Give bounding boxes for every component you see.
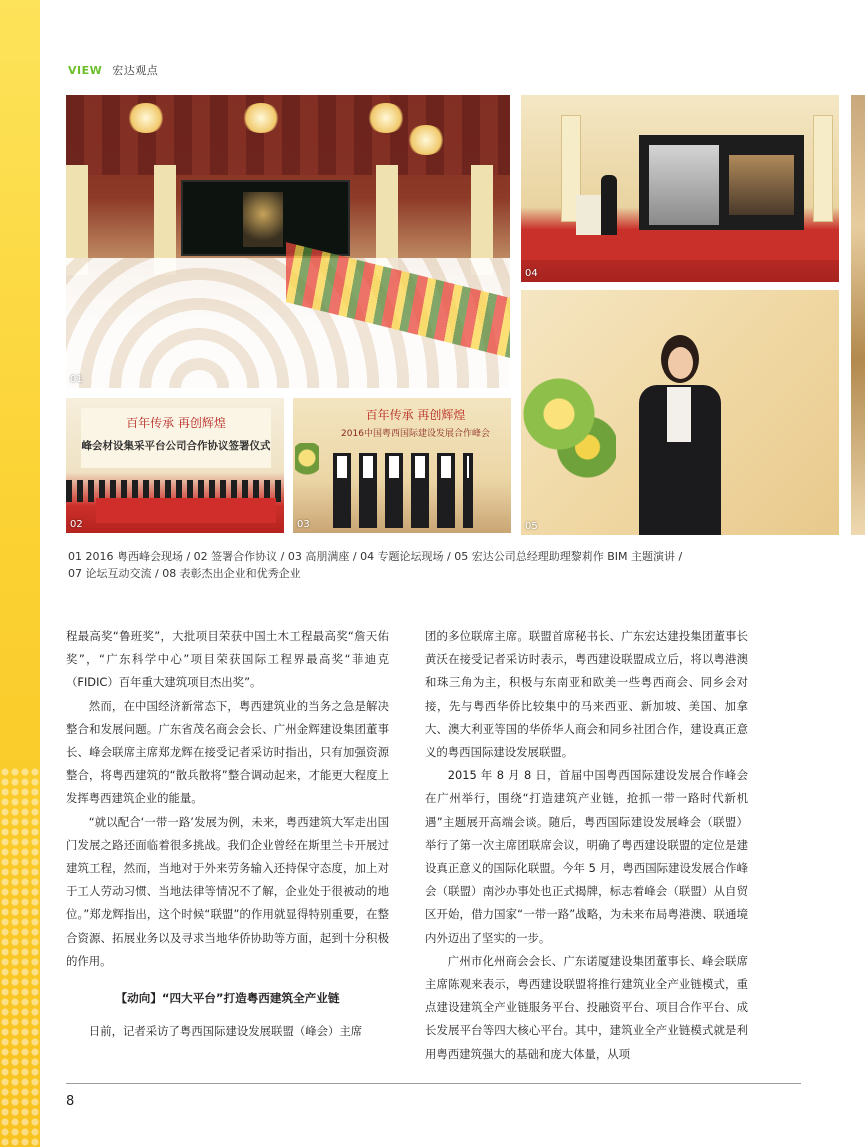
- stage-screen: [181, 180, 350, 256]
- paragraph: 然而，在中国经济新常态下，粤西建筑业的当务之急是解决整合和发展问题。广东省茂名商会会长、广州金辉建设集团董事长、峰会联席主席郑龙辉在接受记者采访时指出，只有加强资源整合，将粤西建筑的“散兵散将”整合调动起来，才能更大程度上发挥粤西建筑企业的能量。: [66, 698, 389, 806]
- paragraph: 程最高奖“鲁班奖”，大批项目荣获中国土木工程最高奖“詹天佑奖”，“广东科学中心”项目荣获国际工程界最高奖“菲迪克（FIDIC）百年重大建筑项目杰出奖”。: [66, 629, 389, 690]
- sign-slogan: 百年传承 再创辉煌: [365, 408, 466, 422]
- section-subheading: 【动向】“四大平台”打造粤西建筑全产业链: [115, 991, 340, 1006]
- photo-number: 01: [70, 374, 83, 385]
- stage: [521, 230, 839, 260]
- page-number: 8: [66, 1094, 75, 1109]
- photo-signing: [66, 398, 284, 533]
- speaker-face: [668, 347, 693, 379]
- photo-number: 02: [70, 519, 83, 530]
- sign-title: 2016中国粤西国际建设发展合作峰会: [341, 429, 490, 439]
- ceremony-sign: [81, 408, 271, 468]
- article-column-left: [66, 625, 389, 1043]
- photo-forum: [521, 95, 839, 282]
- caption-line: 07 论坛互动交流 / 08 表彰杰出企业和优秀企业: [68, 567, 301, 580]
- flower-arrangement: [295, 443, 319, 493]
- photo-number: 04: [525, 268, 538, 279]
- signing-table: [96, 498, 276, 523]
- speaker-shirt: [667, 387, 691, 442]
- sign-title: 峰会材设集采平台公司合作协议签署仪式: [81, 440, 271, 452]
- paragraph: 2015 年 8 月 8 日，首届中国粤西国际建设发展合作峰会在广州举行，围绕“打造建筑产业链，抢抓一带一路时代新机遇”主题展开高端会谈。随后，粤西国际建设发展峰会（联盟）举行了第一次主席团联席会议，明确了粤西建设联盟的定位是建设真正意义的国际化联盟。今年 5 月，粤西国际建设发展合作峰会（联盟）南沙办事处也正式揭牌，标志着峰会（联盟）从自贸区开始，借力国家“一带一路”战略，为未来布局粤港澳、联通境内外迈出了坚实的一步。: [425, 768, 748, 945]
- photo-caption: [68, 548, 788, 582]
- paragraph: 日前，记者采访了粤西国际建设发展联盟（峰会）主席: [88, 1024, 363, 1039]
- photo-number: 03: [297, 519, 310, 530]
- banner: [813, 115, 833, 222]
- chandelier: [241, 103, 281, 133]
- paragraph: 广州市化州商会会长、广东诺厦建设集团董事长、峰会联席主席陈观来表示，粤西建设联盟将推行建筑业全产业链模式，重点建设建筑全产业链服务平台、投融资平台、项目合作平台、成长发展平台等四大核心平台。其中，建筑业全产业链模式就是利用粤西建筑强大的基础和庞大体量，从项: [425, 953, 748, 1061]
- sign-slogan: 百年传承 再创辉煌: [126, 416, 226, 430]
- chandelier: [126, 103, 166, 133]
- section-header: [68, 62, 158, 78]
- section-title: 宏达观点: [112, 64, 159, 77]
- paragraph: 团的多位联席主席。联盟首席秘书长、广东宏达建投集团董事长黄沃在接受记者采访时表示，粤西建设联盟成立后，将以粤港澳和珠三角为主，积极与东南亚和欧美一些粤西商会、同乡会对接，先与粤西华侨比较集中的马来西亚、新加坡、美国、加拿大、澳大利亚等国的华侨华人商会和同乡社团合作，建设真正意义的粤西国际建设发展联盟。: [425, 629, 748, 760]
- footer-rule: [66, 1083, 801, 1084]
- photo-guests: [293, 398, 511, 533]
- caption-line: 01 2016 粤西峰会现场 / 02 签署合作协议 / 03 高朋满座 / 04 专题论坛现场 / 05 宏达公司总经理助理黎莉作 BIM 主题演讲 /: [68, 550, 683, 563]
- adjacent-page-photo-edge: [851, 95, 865, 535]
- article-column-right: [425, 625, 748, 1066]
- photo-summit-venue: [66, 95, 510, 388]
- stage-screen: [639, 135, 804, 235]
- speaker-figure: [631, 335, 726, 535]
- section-tag: VIEW: [68, 64, 103, 77]
- decorative-side-stripe: [0, 0, 40, 1147]
- backdrop-sign: [328, 406, 503, 446]
- chandelier: [406, 125, 446, 155]
- photo-number: 05: [525, 521, 538, 532]
- guest-shirts: [337, 456, 469, 478]
- chandelier: [366, 103, 406, 133]
- photo-bim-speech: [521, 290, 839, 535]
- paragraph: “就以配合‘一带一路’发展为例，未来，粤西建筑大军走出国门发展之路还面临着很多挑战。我们企业曾经在斯里兰卡开展过建筑工程，然而，当地对于外来劳务输入还持保守态度，加上对于工人劳动习惯、当地法律等情况不了解，企业处于很被动的地位。”郑龙辉指出，这个时候“联盟”的作用就显得特别重要，在整合资源、拓展业务以及寻求当地华侨协助等方面，起到十分积极的作用。: [66, 814, 389, 968]
- flower-arrangement: [521, 370, 616, 480]
- speaker-figure: [601, 175, 617, 235]
- podium: [576, 195, 601, 235]
